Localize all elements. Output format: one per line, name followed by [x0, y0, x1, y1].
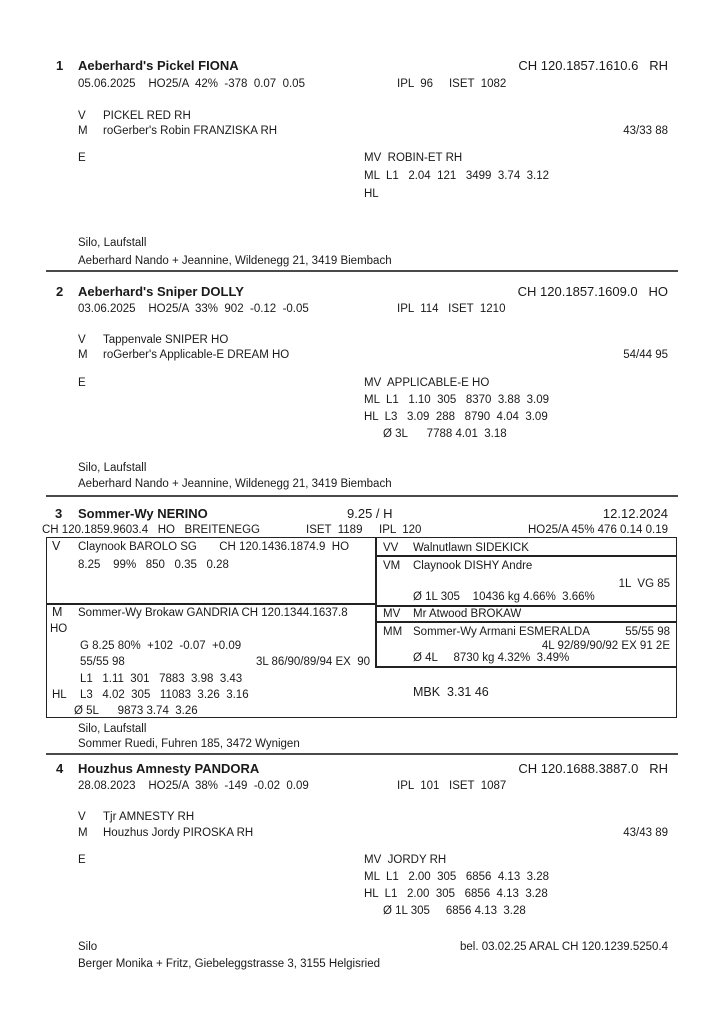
housing-info: Silo: [78, 941, 98, 953]
pedigree-box-mm-divider: [375, 666, 677, 668]
damline-mv: MV ROBIN-ET RH: [364, 152, 463, 164]
animal-id: CH 120.1688.3887.0 RH: [518, 761, 668, 776]
dam-name: roGerber's Robin FRANZISKA RH: [103, 125, 278, 137]
mm-score: 55/55 98: [625, 626, 670, 638]
damline-ml: ML L1 2.00 305 6856 4.13 3.28: [364, 871, 549, 883]
vm-label: VM: [383, 560, 401, 572]
sire-name: Tjr AMNESTY RH: [103, 811, 195, 823]
mv-name: Mr Atwood BROKAW: [413, 608, 522, 620]
damline-hl: HL L3 3.09 288 8790 4.04 3.09: [364, 411, 548, 423]
animal-name: Aeberhard's Pickel FIONA: [78, 58, 239, 73]
pedigree-box-vv-divider: [375, 555, 677, 557]
damline-ml: ML L1 2.04 121 3499 3.74 3.12: [364, 170, 549, 182]
owner-address: Aeberhard Nando + Jeannine, Wildenegg 21, 3419 Biembach: [78, 478, 392, 490]
separator-rule: [46, 270, 678, 272]
vv-name: Walnutlawn SIDEKICK: [413, 542, 529, 554]
pedigree-box-sire-dam-divider: [46, 603, 375, 605]
animal-name: Aeberhard's Sniper DOLLY: [78, 284, 244, 299]
embryo-label: E: [78, 854, 86, 866]
iset-value: ISET 1189: [306, 524, 363, 536]
sire-name-id: Claynook BAROLO SG CH 120.1436.1874.9 HO: [78, 541, 350, 553]
dam-breed-code: HO: [50, 623, 68, 635]
animal-name: Houzhus Amnesty PANDORA: [78, 761, 260, 776]
entry-number: 4: [56, 761, 64, 776]
dam-lactation-l1: L1 1.11 301 7883 3.98 3.43: [80, 673, 243, 685]
dam-lbe-score: 3L 86/90/89/94 EX 90: [255, 656, 370, 668]
pedigree-box-mv-divider: [375, 621, 677, 623]
damline-mv: MV APPLICABLE-E HO: [364, 377, 490, 389]
show-score: 9.25 / H: [347, 506, 393, 521]
birth-date: 12.12.2024: [602, 506, 668, 521]
dam-score: 43/43 89: [623, 827, 668, 839]
damline-hl: HL: [364, 188, 379, 200]
dam-name: Houzhus Jordy PIROSKA RH: [103, 827, 254, 839]
entry-number: 2: [56, 284, 64, 299]
animal-id-name: CH 120.1859.9603.4 HO BREITENEGG: [42, 524, 260, 536]
embryo-label: E: [78, 377, 86, 389]
housing-info: Silo, Laufstall: [78, 237, 147, 249]
owner-address: Berger Monika + Fritz, Giebeleggstrasse 3, 3155 Helgisried: [78, 958, 381, 970]
vm-name: Claynook DISHY Andre: [413, 560, 533, 572]
vm-lactation-average: Ø 1L 305 10436 kg 4.66% 3.66%: [413, 591, 595, 603]
insemination-note: bel. 03.02.25 ARAL CH 120.1239.5250.4: [459, 941, 668, 953]
dam-hl-label: HL: [52, 689, 67, 701]
dam-score: 43/33 88: [623, 125, 668, 137]
dam-label: M: [52, 605, 63, 619]
damline-mv: MV JORDY RH: [364, 854, 447, 866]
sire-name: PICKEL RED RH: [103, 110, 191, 122]
sire-label: V: [78, 334, 86, 346]
housing-info: Silo, Laufstall: [78, 723, 147, 735]
vv-label: VV: [383, 542, 399, 554]
mbk-value: MBK 3.31 46: [413, 685, 489, 699]
mm-label: MM: [383, 626, 403, 638]
ipl-value: IPL 120: [379, 524, 422, 536]
dam-name: roGerber's Applicable-E DREAM HO: [103, 349, 290, 361]
breeding-values: HO25/A 45% 476 0.14 0.19: [527, 524, 668, 536]
ipl-iset-values: IPL 101 ISET 1087: [397, 780, 507, 792]
birth-data: 28.08.2023 HO25/A 38% -149 -0.02 0.09: [78, 780, 309, 792]
owner-address: Sommer Ruedi, Fuhren 185, 3472 Wynigen: [78, 738, 300, 750]
mm-show-score: 4L 92/89/90/92 EX 91 2E: [541, 640, 670, 652]
separator-rule: [46, 753, 678, 755]
mm-lactation-average: Ø 4L 8730 kg 4.32% 3.49%: [413, 652, 570, 664]
entry-number: 1: [56, 58, 64, 73]
mm-name: Sommer-Wy Armani ESMERALDA: [413, 626, 590, 638]
dam-genomic-values: G 8.25 80% +102 -0.07 +0.09: [80, 640, 242, 652]
pedigree-box-vm-divider: [375, 605, 677, 607]
dam-label: M: [78, 125, 88, 137]
mv-label: MV: [383, 608, 401, 620]
animal-id: CH 120.1857.1610.6 RH: [518, 58, 668, 73]
sire-name: Tappenvale SNIPER HO: [103, 334, 229, 346]
animal-name: Sommer-Wy NERINO: [78, 506, 208, 521]
ipl-iset-values: IPL 96 ISET 1082: [397, 78, 507, 90]
dam-name-id: Sommer-Wy Brokaw GANDRIA CH 120.1344.1637.8: [78, 607, 348, 619]
dam-label: M: [78, 349, 88, 361]
dam-lactation-hl: L3 4.02 305 11083 3.26 3.16: [80, 689, 249, 701]
sire-label: V: [78, 811, 86, 823]
damline-average: Ø 3L 7788 4.01 3.18: [383, 428, 507, 440]
entry-number: 3: [55, 506, 63, 521]
ipl-iset-values: IPL 114 ISET 1210: [397, 303, 506, 315]
owner-address: Aeberhard Nando + Jeannine, Wildenegg 21, 3419 Biembach: [78, 255, 392, 267]
birth-data: 05.06.2025 HO25/A 42% -378 0.07 0.05: [78, 78, 305, 90]
sire-label: V: [78, 110, 86, 122]
dam-label: M: [78, 827, 88, 839]
vm-show-score: 1L VG 85: [618, 578, 670, 590]
embryo-label: E: [78, 152, 86, 164]
dam-score: 55/55 98: [80, 656, 125, 668]
damline-ml: ML L1 1.10 305 8370 3.88 3.09: [364, 394, 549, 406]
animal-id: CH 120.1857.1609.0 HO: [517, 284, 668, 299]
housing-info: Silo, Laufstall: [78, 462, 147, 474]
separator-rule: [46, 495, 678, 497]
dam-lactation-average: Ø 5L 9873 3.74 3.26: [74, 705, 198, 717]
dam-score: 54/44 95: [623, 349, 668, 361]
sire-breeding-values: 8.25 99% 850 0.35 0.28: [78, 559, 229, 571]
birth-data: 03.06.2025 HO25/A 33% 902 -0.12 -0.05: [78, 303, 309, 315]
damline-hl: HL L1 2.00 305 6856 4.13 3.28: [364, 888, 548, 900]
damline-average: Ø 1L 305 6856 4.13 3.28: [383, 905, 526, 917]
sire-label: V: [52, 539, 61, 553]
